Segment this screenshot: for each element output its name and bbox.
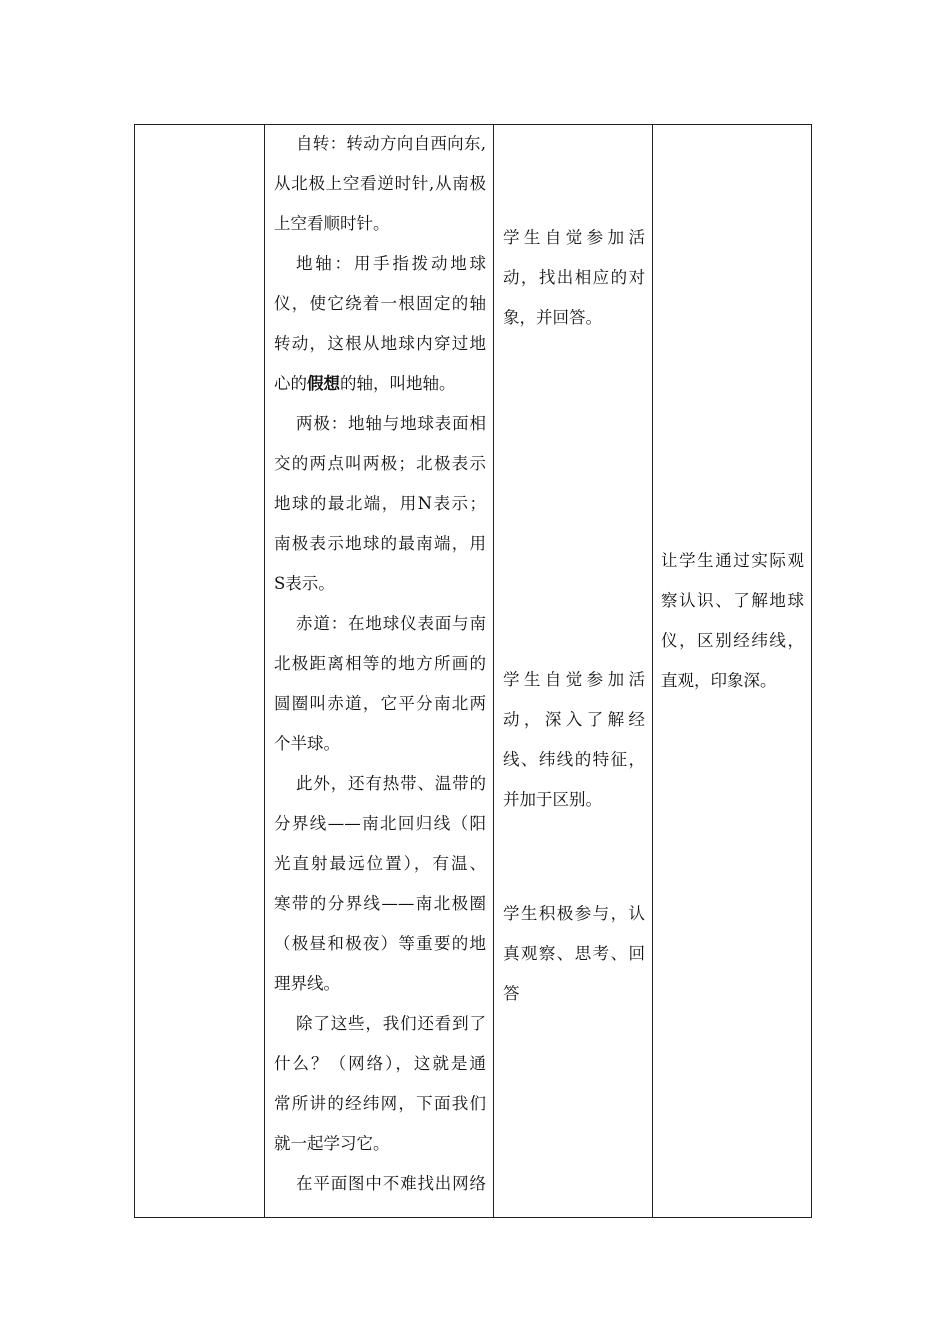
line: 个半球。 xyxy=(274,734,340,753)
line: 理界线。 xyxy=(274,974,340,993)
column-divider-1 xyxy=(264,124,265,1218)
line: 从北极上空看逆时针,从南极 xyxy=(274,174,486,193)
line: 答 xyxy=(503,984,520,1003)
line: 分界线——南北回归线（阳 xyxy=(274,814,486,833)
line: 地球的最北端，用N表示； xyxy=(274,494,486,513)
line: 并加于区别。 xyxy=(503,790,602,809)
line: （极昼和极夜）等重要的地 xyxy=(274,934,486,953)
line: 南极表示地球的最南端，用 xyxy=(274,534,486,553)
text: 的轴，叫地轴。 xyxy=(340,374,456,393)
line: 什么？（网络），这就是通 xyxy=(274,1054,486,1073)
line: 两极：地轴与地球表面相 xyxy=(296,414,486,433)
line: 地轴：用手指拨动地球 xyxy=(296,254,486,273)
column-divider-3 xyxy=(652,124,653,1218)
line: 让学生通过实际观 xyxy=(661,551,804,570)
teacher-content-cell xyxy=(274,124,486,1204)
line: 赤道：在地球仪表面与南 xyxy=(296,614,486,633)
line: 除了这些，我们还看到了 xyxy=(296,1014,486,1033)
line: 交的两点叫两极；北极表示 xyxy=(274,454,486,473)
line: 光直射最远位置），有温、 xyxy=(274,854,486,873)
line: 转动，这根从地球内穿过地 xyxy=(274,334,486,353)
design-purpose-cell xyxy=(661,541,804,701)
line: 动，深入了解经 xyxy=(503,710,645,729)
line: 仪，区别经纬线， xyxy=(661,631,804,650)
line: 自转：转动方向自西向东, xyxy=(296,134,486,153)
line: 常所讲的经纬网，下面我们 xyxy=(274,1094,486,1113)
line: 学生自觉参加活 xyxy=(503,670,645,689)
line: 北极距离相等的地方所画的 xyxy=(274,654,486,673)
student-activity-block-3 xyxy=(503,894,645,1014)
line: 真观察、思考、回 xyxy=(503,944,645,963)
line: 寒带的分界线——南北极圈 xyxy=(274,894,486,913)
line: 动，找出相应的对 xyxy=(503,268,645,287)
column-divider-2 xyxy=(493,124,494,1218)
line-with-emphasis xyxy=(274,364,486,404)
line: 此外，还有热带、温带的 xyxy=(296,774,486,793)
line: 上空看顺时针。 xyxy=(274,214,390,233)
line: 圆圈叫赤道，它平分南北两 xyxy=(274,694,486,713)
emphasis-text: 假想 xyxy=(307,374,340,393)
line: 学生自觉参加活 xyxy=(503,228,645,247)
line: 就一起学习它。 xyxy=(274,1134,390,1153)
blank-cell xyxy=(135,125,264,1217)
line: 察认识、了解地球 xyxy=(661,591,804,610)
line: S表示。 xyxy=(274,574,335,593)
line: 直观，印象深。 xyxy=(661,671,777,690)
text: 心的 xyxy=(274,374,307,393)
student-activity-block-2 xyxy=(503,660,645,820)
line: 在平面图中不难找出网络 xyxy=(296,1174,486,1193)
line: 象，并回答。 xyxy=(503,308,602,327)
line: 学生积极参与，认 xyxy=(503,904,645,923)
student-activity-block-1 xyxy=(503,218,645,338)
line: 线、纬线的特征， xyxy=(503,750,645,769)
line: 仪，使它绕着一根固定的轴 xyxy=(274,294,486,313)
